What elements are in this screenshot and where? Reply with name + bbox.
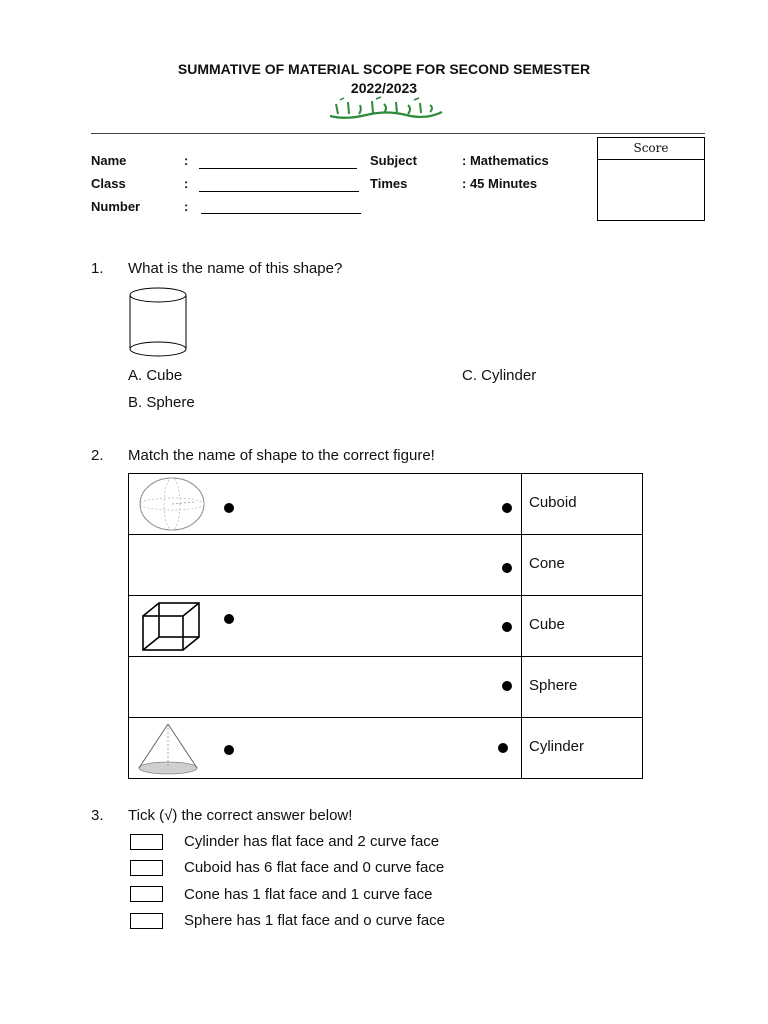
table-row [129,474,643,535]
table-row [129,596,643,657]
q1-option-b[interactable]: B. Sphere [128,394,195,411]
statement-text: Cylinder has flat face and 2 curve face [184,833,440,850]
shape-name: Cone [529,555,565,572]
number-colon: : [184,199,189,214]
q1-text: What is the name of this shape? [128,260,343,277]
statement-text: Cuboid has 6 flat face and 0 curve face [184,859,445,876]
name-label: Name [91,153,127,168]
tick-box[interactable] [130,860,163,876]
name-dot[interactable] [502,681,512,691]
table-row [129,657,643,718]
name-colon: : [184,153,189,168]
cone-figure [135,722,201,776]
times-label: Times [370,176,408,191]
table-row [129,718,643,779]
q3-number: 3. [91,807,104,824]
figure-dot[interactable] [224,503,234,513]
name-cell [522,535,643,596]
class-field[interactable] [199,191,359,192]
figure-cell [129,657,522,718]
header-divider [91,133,705,134]
name-dot[interactable] [502,503,512,513]
basmala-calligraphy [326,96,446,122]
shape-name: Sphere [529,677,578,694]
score-box[interactable] [597,137,705,221]
q1-option-c[interactable]: C. Cylinder [462,367,537,384]
figure-dot[interactable] [224,745,234,755]
cube-figure [139,600,203,654]
class-label: Class [91,176,126,191]
shape-name: Cube [529,616,565,633]
q1-number: 1. [91,260,104,277]
q1-option-a[interactable]: A. Cube [128,367,183,384]
tick-box[interactable] [130,886,163,902]
name-field[interactable] [199,168,357,169]
school-year: 2022/2023 [350,80,418,96]
times-value: : 45 Minutes [462,176,538,191]
shape-name: Cuboid [529,494,577,511]
subject-label: Subject [370,153,417,168]
tick-box[interactable] [130,913,163,929]
score-label: Score [598,138,704,160]
name-cell [522,718,643,779]
name-cell [522,474,643,535]
name-cell [522,596,643,657]
statement-text: Sphere has 1 flat face and o curve face [184,912,445,929]
sphere-figure [137,476,207,532]
name-dot[interactable] [502,563,512,573]
figure-dot[interactable] [224,614,234,624]
number-field[interactable] [201,213,361,214]
number-label: Number [91,199,141,214]
q2-text: Match the name of shape to the correct figure! [128,447,435,464]
shape-name: Cylinder [529,738,585,755]
name-cell [522,657,643,718]
figure-cell [129,474,522,535]
q2-number: 2. [91,447,104,464]
figure-cell [129,596,522,657]
cylinder-figure [126,285,190,366]
tick-box[interactable] [130,834,163,850]
figure-cell [129,535,522,596]
subject-value: : Mathematics [462,153,549,168]
q3-text: Tick (√) the correct answer below! [128,807,353,824]
document-title: SUMMATIVE OF MATERIAL SCOPE FOR SECOND SEMESTER [177,61,591,77]
table-row [129,535,643,596]
matching-table [128,473,643,779]
name-dot[interactable] [498,743,508,753]
statement-text: Cone has 1 flat face and 1 curve face [184,886,433,903]
figure-cell [129,718,522,779]
name-dot[interactable] [502,622,512,632]
class-colon: : [184,176,189,191]
